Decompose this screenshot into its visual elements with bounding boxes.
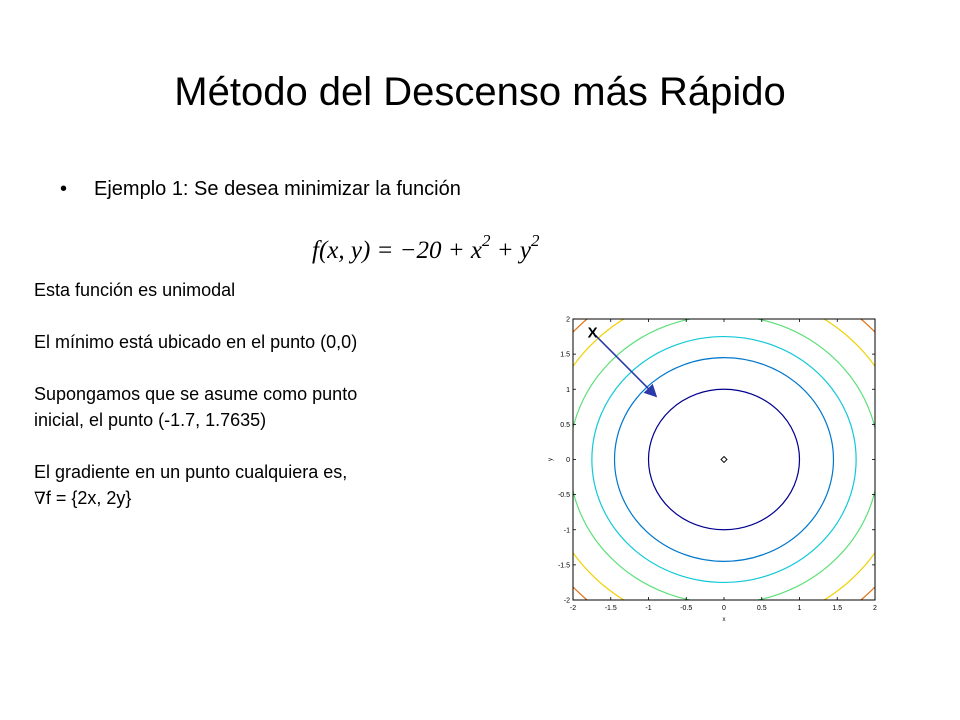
- note-minimum: El mínimo está ubicado en el punto (0,0): [34, 332, 358, 352]
- x-tick-label: -2: [569, 605, 577, 612]
- y-tick-label: -2: [563, 597, 570, 605]
- formula-exp2: 2: [530, 231, 540, 250]
- formula-exp1: 2: [482, 231, 491, 250]
- contour-group: [536, 310, 886, 630]
- x-tick-label: 0.5: [756, 605, 767, 612]
- x-axis-label: x: [722, 617, 726, 623]
- formula-lhs: f(x, y) =: [312, 237, 400, 264]
- gradient-arrow: [596, 336, 656, 397]
- notes-block: [34, 277, 484, 512]
- bullet-item: [60, 174, 461, 204]
- x-tick-label: 1.5: [832, 605, 843, 612]
- note-gradient-line2: f = {2x, 2y}: [45, 488, 132, 508]
- note-gradient-line1: El gradiente en un punto cualquiera es,: [34, 462, 348, 482]
- x-tick-label: -0.5: [680, 605, 693, 612]
- x-tick-label: -1: [645, 605, 652, 612]
- slide-title: Método del Descenso más Rápido: [174, 70, 786, 114]
- minimum-marker: [721, 457, 727, 463]
- formula-plus: + y: [490, 237, 531, 264]
- y-tick-label: 1: [566, 386, 570, 394]
- y-tick-label: 0: [566, 457, 570, 464]
- x-tick-label: 1: [797, 605, 802, 612]
- bullet-dot: •: [60, 178, 68, 200]
- y-tick-label: 0.5: [560, 421, 570, 429]
- x-tick-label: 0: [722, 605, 726, 612]
- x-tick-label: 2: [873, 605, 877, 612]
- note-initial-point: [34, 381, 484, 433]
- note-initial-line2: inicial, el punto (-1.7, 1.7635): [34, 410, 267, 430]
- function-formula: [312, 224, 539, 268]
- bullet-text: Ejemplo 1: Se desea minimizar la función: [94, 178, 461, 200]
- y-tick-label: -1: [563, 527, 570, 535]
- nabla-symbol: ∇: [34, 489, 46, 509]
- note-gradient: [34, 459, 484, 512]
- contour-plot: [536, 310, 886, 630]
- y-tick-label: -1.5: [557, 562, 570, 570]
- y-tick-label: -0.5: [557, 492, 570, 500]
- x-tick-label: -1.5: [604, 605, 617, 612]
- y-axis-label: y: [548, 458, 554, 461]
- arrow-label: X: [587, 324, 598, 342]
- y-tick-label: 2: [566, 316, 570, 324]
- note-initial-line1: Supongamos que se asume como punto: [34, 384, 358, 404]
- note-unimodal: Esta función es unimodal: [34, 280, 236, 300]
- y-tick-label: 1.5: [560, 351, 570, 359]
- formula-rhs: −20 + x: [399, 237, 483, 264]
